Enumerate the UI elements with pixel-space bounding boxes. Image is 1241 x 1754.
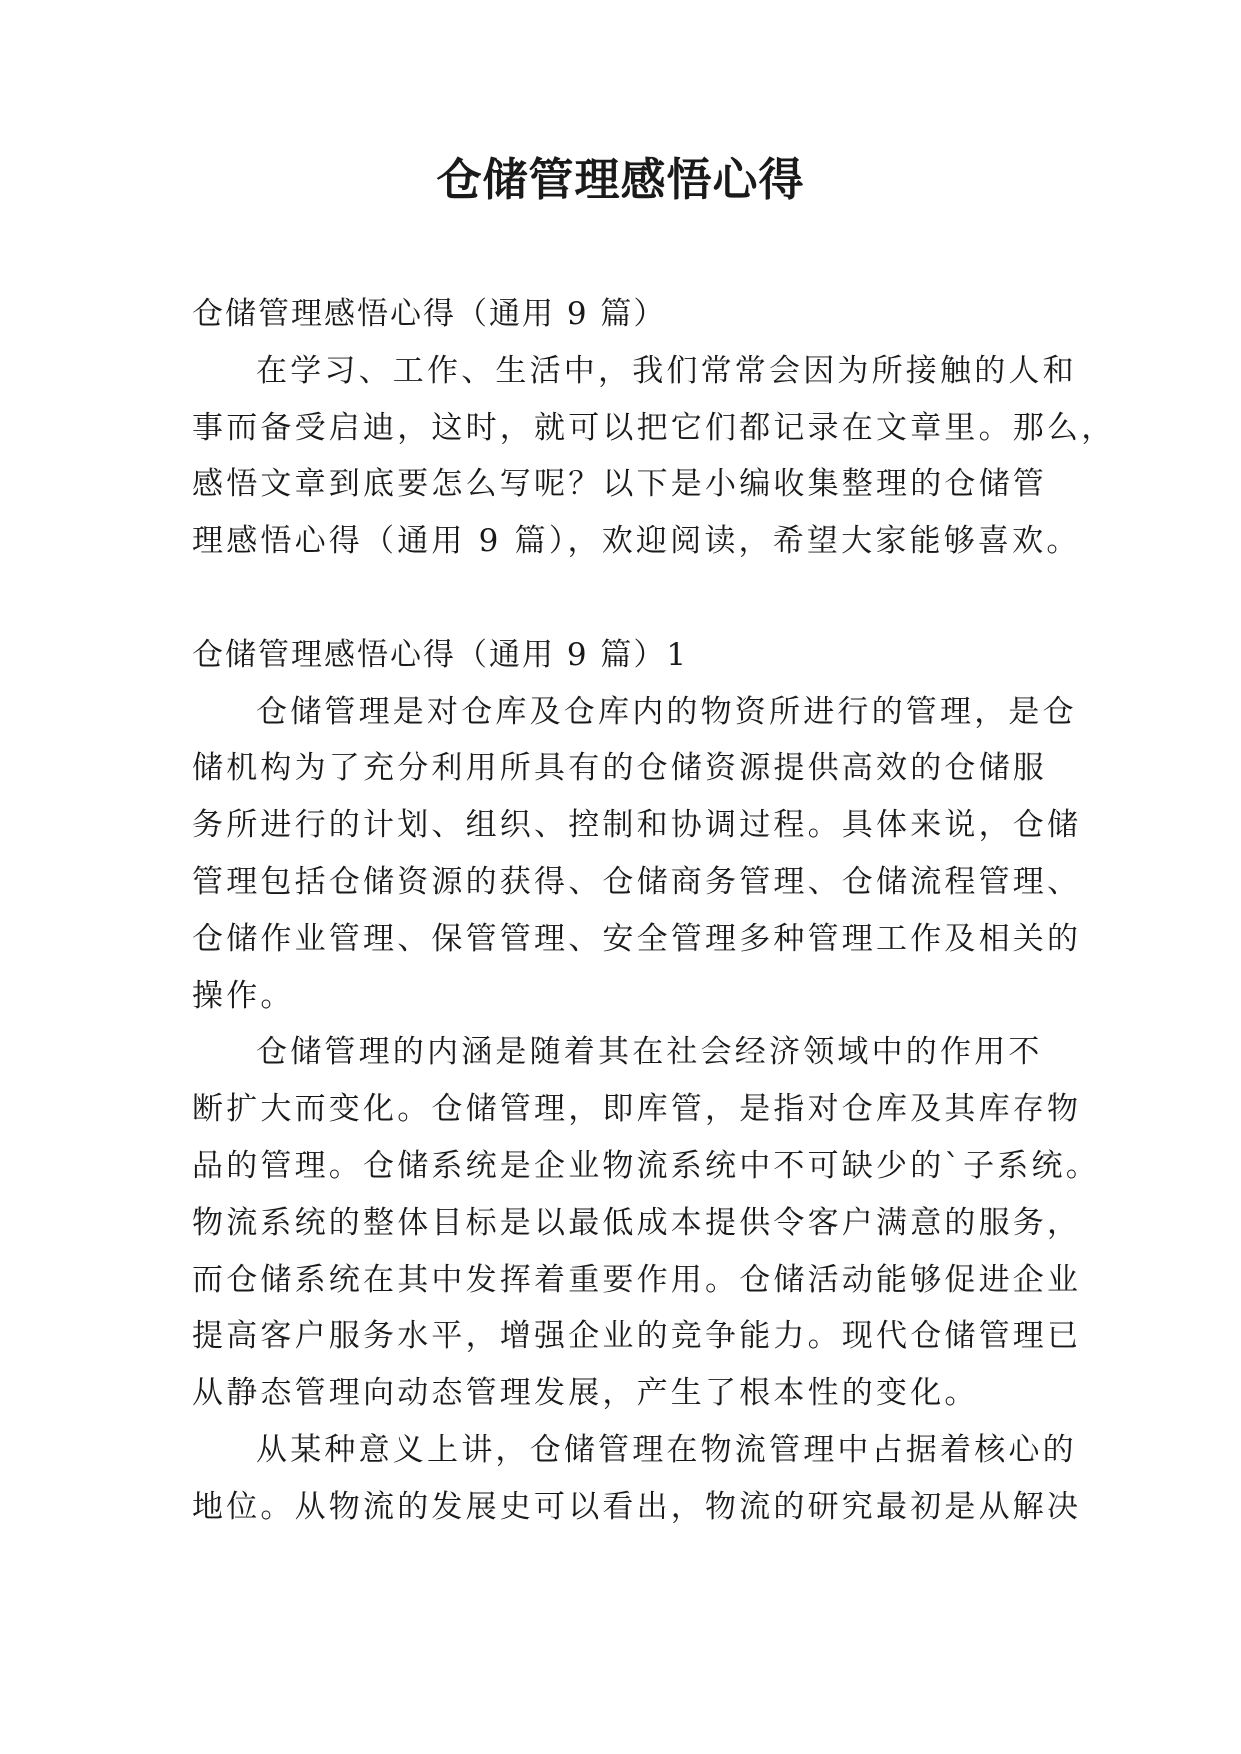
paragraph-2-line: 断扩大而变化。仓储管理，即库管，是指对仓库及其库存物: [192, 1091, 1082, 1128]
document-title: 仓储管理感悟心得: [436, 153, 805, 206]
document-body: [192, 286, 1116, 1536]
paragraph-2-line: 物流系统的整体目标是以最低成本提供令客户满意的服务，: [192, 1204, 1082, 1241]
paragraph-1-line: 仓储管理是对仓库及仓库内的物资所进行的管理，是仓: [256, 693, 1077, 730]
paragraph-2-line: 提高客户服务水平，增强企业的竞争能力。现代仓储管理已: [192, 1318, 1082, 1355]
paragraph-1-line: 管理包括仓储资源的获得、仓储商务管理、仓储流程管理、: [192, 863, 1082, 900]
section-heading: 仓储管理感悟心得（通用 9 篇）1: [192, 636, 689, 673]
paragraph-3-line: 从某种意义上讲，仓储管理在物流管理中占据着核心的: [256, 1431, 1077, 1468]
paragraph-2-line: 从静态管理向动态管理发展，产生了根本性的变化。: [192, 1375, 979, 1412]
intro-line: 在学习、工作、生活中，我们常常会因为所接触的人和: [256, 352, 1077, 389]
intro-heading: 仓储管理感悟心得（通用 9 篇）: [192, 296, 667, 332]
paragraph-gap: [192, 570, 1056, 627]
paragraph-2-line: 品的管理。仓储系统是企业物流系统中不可缺少的`子系统。: [192, 1147, 1100, 1184]
paragraph-3-line: 地位。从物流的发展史可以看出，物流的研究最初是从解决: [192, 1488, 1082, 1525]
intro-line: 感悟文章到底要怎么写呢？以下是小编收集整理的仓储管: [192, 466, 1047, 503]
paragraph-2-line: 仓储管理的内涵是随着其在社会经济领域中的作用不: [256, 1034, 1043, 1071]
paragraph-2-line: 而仓储系统在其中发挥着重要作用。仓储活动能够促进企业: [192, 1261, 1082, 1298]
intro-line: 理感悟心得（通用 9 篇），欢迎阅读，希望大家能够喜欢。: [192, 523, 1081, 560]
paragraph-1-line: 储机构为了充分利用所具有的仓储资源提供高效的仓储服: [192, 750, 1047, 787]
paragraph-1-line: 操作。: [192, 977, 295, 1014]
paragraph-1-line: 务所进行的计划、组织、控制和协调过程。具体来说，仓储: [192, 807, 1082, 844]
paragraph-1-line: 仓储作业管理、保管管理、安全管理多种管理工作及相关的: [192, 920, 1082, 957]
intro-line: 事而备受启迪，这时，就可以把它们都记录在文章里。那么，: [192, 409, 1116, 446]
